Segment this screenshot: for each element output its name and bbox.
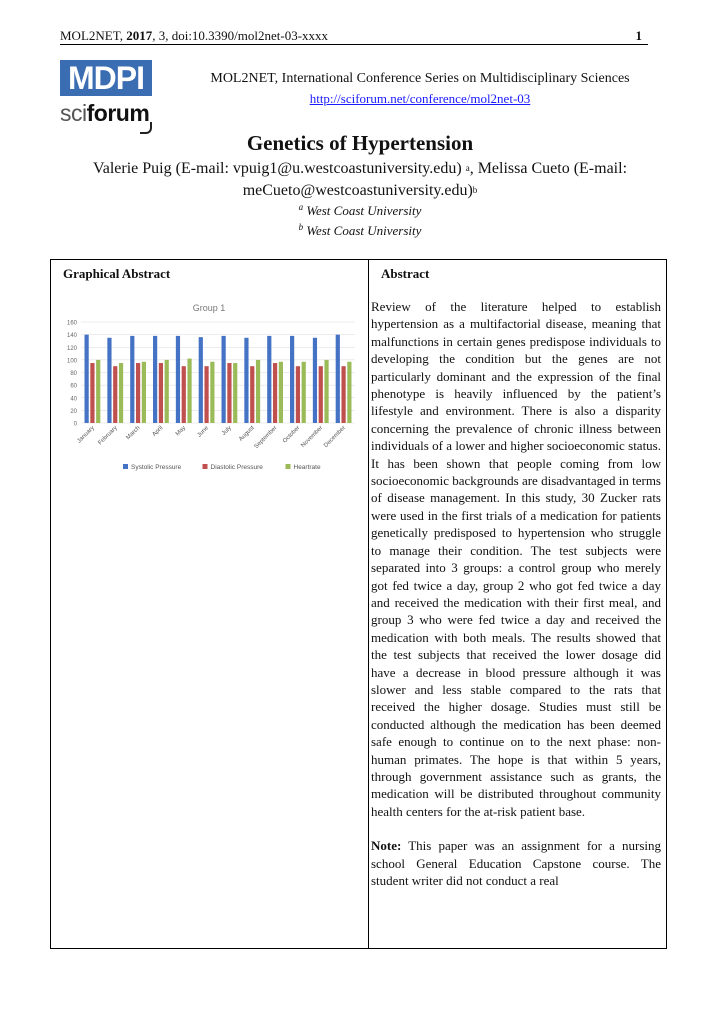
- x-tick-label: April: [151, 425, 165, 438]
- bar: [165, 360, 169, 423]
- bar: [119, 363, 123, 423]
- legend-swatch: [286, 464, 291, 469]
- bar: [182, 366, 186, 423]
- bar: [90, 363, 94, 423]
- authors-line-2: meCueto@westcoastuniversity.edu)$^b$: [242, 182, 478, 199]
- bar: [250, 366, 254, 423]
- bar: [113, 366, 117, 423]
- legend-swatch: [203, 464, 208, 469]
- note-paragraph: [371, 837, 661, 889]
- bar: [296, 366, 300, 423]
- column-divider: [368, 260, 369, 948]
- x-tick-label: June: [196, 425, 210, 439]
- page-number: 1: [635, 28, 642, 43]
- y-tick-label: 100: [66, 358, 77, 365]
- bar: [85, 335, 89, 423]
- note-text: This paper was an assignment for a nursing school General Education Capstone course. The student writer did not conduct a real: [371, 838, 661, 888]
- chart-title: Group 1: [192, 303, 226, 313]
- bar: [313, 338, 317, 423]
- conference-link[interactable]: http://sciforum.net/conference/mol2net-03: [309, 91, 531, 106]
- x-tick-label: March: [125, 425, 142, 442]
- x-tick-label: December: [323, 425, 347, 449]
- bar: [227, 363, 231, 423]
- y-tick-label: 80: [70, 371, 77, 377]
- x-tick-label: August: [238, 425, 256, 443]
- bar: [222, 336, 226, 423]
- author-list: [60, 158, 660, 202]
- bar: [176, 336, 180, 423]
- bar: [96, 360, 100, 423]
- bar: [142, 362, 146, 423]
- bar: [319, 366, 323, 423]
- bar: [347, 362, 351, 423]
- bar: [336, 335, 340, 423]
- x-tick-label: May: [174, 425, 188, 438]
- graphical-abstract-heading: Graphical Abstract: [63, 266, 171, 281]
- bar: [136, 363, 140, 423]
- paper-title: Genetics of Hypertension: [246, 131, 474, 155]
- legend-label: Heartrate: [293, 464, 321, 471]
- y-tick-label: 120: [66, 345, 77, 352]
- y-tick-label: 0: [73, 421, 77, 428]
- y-tick-label: 140: [66, 333, 77, 340]
- x-tick-label: September: [253, 425, 279, 451]
- affiliation-a: $^a$ West Coast University: [298, 202, 422, 218]
- legend-label: Systolic Pressure: [131, 464, 182, 471]
- bar: [267, 336, 271, 423]
- y-tick-label: 40: [70, 396, 77, 403]
- authors-line-1: Valerie Puig (E-mail: vpuig1@u.westcoastuniversity.edu) $^a$, Melissa Cueto (E-mail:: [92, 160, 628, 177]
- x-tick-label: October: [281, 425, 302, 445]
- x-tick-label: July: [221, 425, 233, 437]
- running-header: [60, 28, 648, 45]
- bar: [256, 360, 260, 423]
- mdpi-sciforum-logo: [60, 60, 156, 140]
- bar: [290, 336, 294, 423]
- bar: [244, 338, 248, 423]
- y-tick-label: 60: [70, 383, 77, 390]
- mdpi-wordmark: MDPI: [60, 60, 152, 96]
- conference-name: MOL2NET, International Conference Series on Multidisciplinary Sciences: [210, 71, 630, 86]
- bar: [302, 362, 306, 423]
- y-tick-label: 20: [70, 408, 77, 415]
- x-tick-label: January: [76, 425, 96, 445]
- x-tick-label: February: [97, 425, 119, 447]
- bar: [159, 363, 163, 423]
- bar: [233, 363, 237, 423]
- legend-label: Diastolic Pressure: [210, 464, 263, 471]
- bar: [130, 336, 134, 423]
- sciforum-wordmark: sciforum: [60, 100, 150, 126]
- bar: [279, 362, 283, 423]
- abstract-heading: Abstract: [381, 266, 430, 281]
- bar: [324, 360, 328, 423]
- conference-info: [180, 69, 660, 110]
- bar: [204, 366, 208, 423]
- bar: [187, 359, 191, 423]
- bar: [210, 362, 214, 423]
- abstract-paragraph: Review of the literature helped to establish hypertension as a multifactorial disease, meaning that malfunctions in certain genes predispose individuals to developing the condition but the genes are not particularly dominant and the expression of the final phenotype is heavily influenced by the patient’s lifestyle and environment. There is also a disparity concerning the prevalence of chronic illness between individuals of a lower and higher socioeconomic status. It has been shown that people coming from low socioeconomic backgrounds are disadvantaged in terms of disease management. In this study, 30 Zucker rats were used in the first trials of a medication for patients genetically predisposed to hypertension who struggle to manage their condition. The test subjects were separated into 3 groups: a control group who merely got fed twice a day, group 2 who got fed twice a day and received the medication with their first meal, and group 3 who were fed twice a day and received the medication with both meals. The results showed that the test subjects that received the lower dosage did have a decrease in blood pressure although it was slower and less stable compared to the rats that received the higher dosage. Studies must still be conducted although the medication has been deemed safe enough to continue on to the next phase: non-human primates. The hope is that within 5 years, through government assistance such as grants, the medication will be distributed throughout community health centers for the at-risk patient base.: [371, 299, 661, 819]
- bar: [107, 338, 111, 423]
- y-tick-label: 160: [66, 320, 77, 327]
- legend-swatch: [123, 464, 128, 469]
- affiliation-b: $^b$ West Coast University: [298, 222, 422, 238]
- abstract-body: [371, 298, 661, 889]
- abstract-table: [50, 259, 667, 949]
- bar: [199, 337, 203, 423]
- note-label: Note:: [371, 838, 402, 854]
- x-tick-label: November: [300, 425, 325, 449]
- bar: [153, 336, 157, 423]
- bar: [273, 363, 277, 423]
- bar: [341, 366, 345, 423]
- citation-line: MOL2NET, 2017, 3, doi:10.3390/mol2net-03-xxxx: [60, 28, 329, 43]
- bar-chart: [59, 298, 359, 478]
